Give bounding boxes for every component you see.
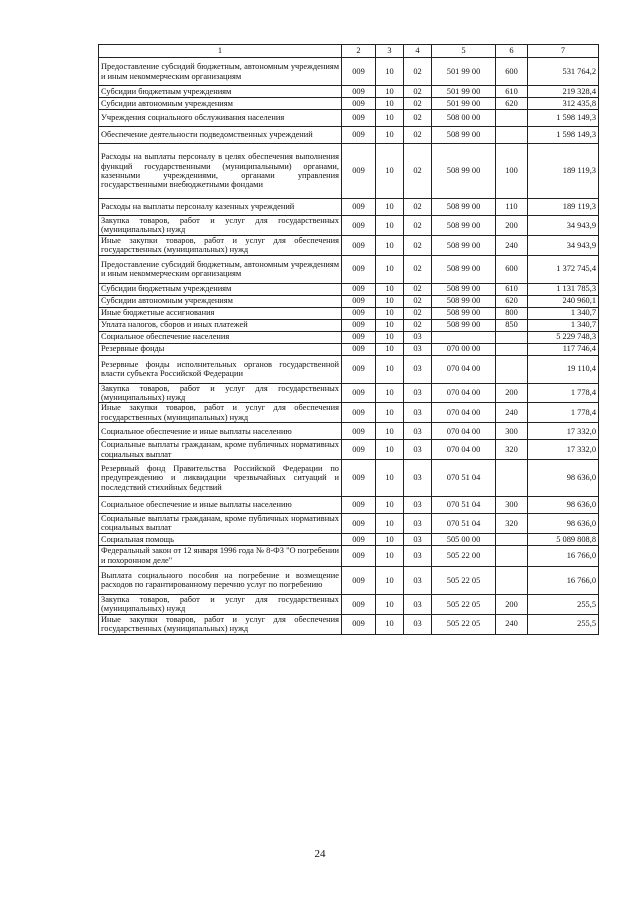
code-target: 070 04 00 bbox=[432, 440, 496, 460]
code-ministry: 009 bbox=[342, 423, 376, 440]
code-target: 505 22 05 bbox=[432, 614, 496, 634]
code-subsection: 02 bbox=[404, 98, 432, 110]
table-row bbox=[99, 283, 599, 295]
code-target: 070 04 00 bbox=[432, 403, 496, 423]
code-ministry: 009 bbox=[342, 497, 376, 514]
code-ministry: 009 bbox=[342, 98, 376, 110]
code-expense-type bbox=[496, 545, 528, 566]
code-section: 10 bbox=[376, 295, 404, 307]
code-ministry: 009 bbox=[342, 383, 376, 403]
amount: 240 960,1 bbox=[528, 295, 599, 307]
code-ministry: 009 bbox=[342, 331, 376, 343]
table-row bbox=[99, 307, 599, 319]
code-target: 070 04 00 bbox=[432, 423, 496, 440]
table-row bbox=[99, 460, 599, 497]
code-section: 10 bbox=[376, 98, 404, 110]
code-ministry: 009 bbox=[342, 127, 376, 144]
table-row bbox=[99, 295, 599, 307]
code-ministry: 009 bbox=[342, 235, 376, 255]
table-row bbox=[99, 98, 599, 110]
code-section: 10 bbox=[376, 343, 404, 355]
code-subsection: 03 bbox=[404, 423, 432, 440]
code-expense-type: 850 bbox=[496, 319, 528, 331]
code-section: 10 bbox=[376, 594, 404, 614]
amount: 34 943,9 bbox=[528, 235, 599, 255]
amount: 1 778,4 bbox=[528, 383, 599, 403]
code-subsection: 02 bbox=[404, 307, 432, 319]
table-row bbox=[99, 86, 599, 98]
code-target: 508 99 00 bbox=[432, 255, 496, 283]
code-subsection: 03 bbox=[404, 514, 432, 534]
column-header: 1 bbox=[99, 45, 342, 58]
code-section: 10 bbox=[376, 460, 404, 497]
code-expense-type: 620 bbox=[496, 98, 528, 110]
code-expense-type: 620 bbox=[496, 295, 528, 307]
code-section: 10 bbox=[376, 497, 404, 514]
table-header-row bbox=[99, 45, 599, 58]
code-subsection: 02 bbox=[404, 283, 432, 295]
amount: 1 131 785,3 bbox=[528, 283, 599, 295]
code-expense-type: 320 bbox=[496, 440, 528, 460]
code-section: 10 bbox=[376, 331, 404, 343]
code-expense-type: 200 bbox=[496, 383, 528, 403]
code-target: 508 99 00 bbox=[432, 283, 496, 295]
row-label: Предоставление субсидий бюджетным, автономным учреждениям и иным некоммерческим организациям bbox=[99, 58, 342, 86]
code-expense-type: 300 bbox=[496, 423, 528, 440]
code-ministry: 009 bbox=[342, 216, 376, 236]
code-subsection: 03 bbox=[404, 545, 432, 566]
code-section: 10 bbox=[376, 423, 404, 440]
code-ministry: 009 bbox=[342, 199, 376, 216]
column-header: 2 bbox=[342, 45, 376, 58]
code-section: 10 bbox=[376, 319, 404, 331]
amount: 1 372 745,4 bbox=[528, 255, 599, 283]
column-header: 5 bbox=[432, 45, 496, 58]
table-row bbox=[99, 566, 599, 594]
table-body bbox=[99, 58, 599, 635]
code-expense-type bbox=[496, 460, 528, 497]
table-row bbox=[99, 497, 599, 514]
amount: 1 598 149,3 bbox=[528, 110, 599, 127]
code-target: 501 99 00 bbox=[432, 98, 496, 110]
code-section: 10 bbox=[376, 144, 404, 199]
code-section: 10 bbox=[376, 283, 404, 295]
code-expense-type bbox=[496, 533, 528, 545]
code-ministry: 009 bbox=[342, 355, 376, 383]
code-target: 505 22 05 bbox=[432, 594, 496, 614]
amount: 1 340,7 bbox=[528, 319, 599, 331]
code-subsection: 02 bbox=[404, 144, 432, 199]
code-subsection: 02 bbox=[404, 216, 432, 236]
amount: 5 229 748,3 bbox=[528, 331, 599, 343]
code-expense-type: 300 bbox=[496, 497, 528, 514]
code-subsection: 03 bbox=[404, 440, 432, 460]
code-ministry: 009 bbox=[342, 255, 376, 283]
code-subsection: 02 bbox=[404, 235, 432, 255]
code-section: 10 bbox=[376, 403, 404, 423]
table-row bbox=[99, 423, 599, 440]
amount: 16 766,0 bbox=[528, 566, 599, 594]
code-target: 505 22 05 bbox=[432, 566, 496, 594]
table-row bbox=[99, 58, 599, 86]
table-row bbox=[99, 235, 599, 255]
amount: 34 943,9 bbox=[528, 216, 599, 236]
code-expense-type: 110 bbox=[496, 199, 528, 216]
code-target: 070 04 00 bbox=[432, 355, 496, 383]
code-section: 10 bbox=[376, 355, 404, 383]
amount: 17 332,0 bbox=[528, 423, 599, 440]
code-ministry: 009 bbox=[342, 566, 376, 594]
code-target: 070 51 04 bbox=[432, 497, 496, 514]
row-label: Социальные выплаты гражданам, кроме публичных нормативных социальных выплат bbox=[99, 440, 342, 460]
table-row bbox=[99, 343, 599, 355]
code-expense-type bbox=[496, 110, 528, 127]
row-label: Иные бюджетные ассигнования bbox=[99, 307, 342, 319]
row-label: Социальное обеспечение и иные выплаты населению bbox=[99, 423, 342, 440]
code-expense-type: 240 bbox=[496, 614, 528, 634]
code-section: 10 bbox=[376, 127, 404, 144]
code-subsection: 02 bbox=[404, 127, 432, 144]
code-section: 10 bbox=[376, 58, 404, 86]
table-row bbox=[99, 127, 599, 144]
code-target: 508 00 00 bbox=[432, 110, 496, 127]
code-ministry: 009 bbox=[342, 460, 376, 497]
code-ministry: 009 bbox=[342, 533, 376, 545]
table-row bbox=[99, 614, 599, 634]
column-header: 6 bbox=[496, 45, 528, 58]
code-target: 508 99 00 bbox=[432, 127, 496, 144]
row-label: Расходы на выплаты персоналу в целях обеспечения выполнения функций государственными (муниципальными) органами, казенными учреждениями, органами управления государственными внебюджетными фондами bbox=[99, 144, 342, 199]
table-row bbox=[99, 110, 599, 127]
amount: 98 636,0 bbox=[528, 514, 599, 534]
code-expense-type: 610 bbox=[496, 283, 528, 295]
code-expense-type bbox=[496, 127, 528, 144]
code-target: 508 99 00 bbox=[432, 216, 496, 236]
amount: 189 119,3 bbox=[528, 199, 599, 216]
row-label: Социальное обеспечение населения bbox=[99, 331, 342, 343]
code-expense-type bbox=[496, 331, 528, 343]
code-ministry: 009 bbox=[342, 545, 376, 566]
code-ministry: 009 bbox=[342, 343, 376, 355]
code-expense-type: 600 bbox=[496, 255, 528, 283]
code-subsection: 03 bbox=[404, 533, 432, 545]
row-label: Уплата налогов, сборов и иных платежей bbox=[99, 319, 342, 331]
code-target: 508 99 00 bbox=[432, 295, 496, 307]
code-target: 501 99 00 bbox=[432, 58, 496, 86]
table-row bbox=[99, 319, 599, 331]
code-expense-type: 200 bbox=[496, 594, 528, 614]
code-expense-type bbox=[496, 355, 528, 383]
table-row bbox=[99, 594, 599, 614]
code-ministry: 009 bbox=[342, 614, 376, 634]
row-label: Социальная помощь bbox=[99, 533, 342, 545]
code-target: 070 00 00 bbox=[432, 343, 496, 355]
amount: 255,5 bbox=[528, 594, 599, 614]
row-label: Субсидии автономным учреждениям bbox=[99, 295, 342, 307]
amount: 219 328,4 bbox=[528, 86, 599, 98]
code-section: 10 bbox=[376, 440, 404, 460]
code-subsection: 02 bbox=[404, 295, 432, 307]
amount: 98 636,0 bbox=[528, 460, 599, 497]
code-target: 508 99 00 bbox=[432, 144, 496, 199]
code-subsection: 03 bbox=[404, 594, 432, 614]
code-ministry: 009 bbox=[342, 86, 376, 98]
code-target: 070 51 04 bbox=[432, 514, 496, 534]
code-subsection: 03 bbox=[404, 403, 432, 423]
code-subsection: 03 bbox=[404, 383, 432, 403]
code-target: 508 99 00 bbox=[432, 307, 496, 319]
code-section: 10 bbox=[376, 545, 404, 566]
table-row bbox=[99, 533, 599, 545]
code-subsection: 02 bbox=[404, 58, 432, 86]
code-section: 10 bbox=[376, 307, 404, 319]
code-section: 10 bbox=[376, 216, 404, 236]
code-expense-type: 320 bbox=[496, 514, 528, 534]
table-row bbox=[99, 545, 599, 566]
row-label: Выплата социального пособия на погребение и возмещение расходов по гарантированному перечню услуг по погребению bbox=[99, 566, 342, 594]
amount: 16 766,0 bbox=[528, 545, 599, 566]
code-subsection: 02 bbox=[404, 319, 432, 331]
code-target: 501 99 00 bbox=[432, 86, 496, 98]
code-subsection: 03 bbox=[404, 497, 432, 514]
code-subsection: 02 bbox=[404, 199, 432, 216]
code-ministry: 009 bbox=[342, 283, 376, 295]
amount: 1 778,4 bbox=[528, 403, 599, 423]
amount: 189 119,3 bbox=[528, 144, 599, 199]
row-label: Резервный фонд Правительства Российской Федерации по предупреждению и ликвидации чрезвычайных ситуаций и последствий стихийных бедствий bbox=[99, 460, 342, 497]
code-ministry: 009 bbox=[342, 58, 376, 86]
amount: 1 340,7 bbox=[528, 307, 599, 319]
row-label: Расходы на выплаты персоналу казенных учреждений bbox=[99, 199, 342, 216]
code-expense-type: 240 bbox=[496, 403, 528, 423]
row-label: Закупка товаров, работ и услуг для государственных (муниципальных) нужд bbox=[99, 383, 342, 403]
table-row bbox=[99, 216, 599, 236]
row-label: Резервные фонды исполнительных органов государственной власти субъекта Российской Федерации bbox=[99, 355, 342, 383]
code-ministry: 009 bbox=[342, 144, 376, 199]
row-label: Субсидии бюджетным учреждениям bbox=[99, 283, 342, 295]
table-row bbox=[99, 199, 599, 216]
row-label: Учреждения социального обслуживания населения bbox=[99, 110, 342, 127]
code-target: 508 99 00 bbox=[432, 199, 496, 216]
row-label: Федеральный закон от 12 января 1996 года № 8-ФЗ "О погребении и похоронном деле" bbox=[99, 545, 342, 566]
code-ministry: 009 bbox=[342, 295, 376, 307]
code-ministry: 009 bbox=[342, 594, 376, 614]
amount: 117 746,4 bbox=[528, 343, 599, 355]
code-section: 10 bbox=[376, 533, 404, 545]
code-target: 508 99 00 bbox=[432, 235, 496, 255]
code-ministry: 009 bbox=[342, 319, 376, 331]
row-label: Иные закупки товаров, работ и услуг для обеспечения государственных (муниципальных) нужд bbox=[99, 235, 342, 255]
code-subsection: 02 bbox=[404, 255, 432, 283]
amount: 312 435,8 bbox=[528, 98, 599, 110]
code-target bbox=[432, 331, 496, 343]
code-ministry: 009 bbox=[342, 403, 376, 423]
table-row bbox=[99, 144, 599, 199]
row-label: Закупка товаров, работ и услуг для государственных (муниципальных) нужд bbox=[99, 216, 342, 236]
code-expense-type bbox=[496, 566, 528, 594]
code-section: 10 bbox=[376, 383, 404, 403]
column-header: 7 bbox=[528, 45, 599, 58]
amount: 19 110,4 bbox=[528, 355, 599, 383]
code-target: 505 00 00 bbox=[432, 533, 496, 545]
code-expense-type: 100 bbox=[496, 144, 528, 199]
code-section: 10 bbox=[376, 199, 404, 216]
row-label: Субсидии автономным учреждениям bbox=[99, 98, 342, 110]
table-row bbox=[99, 440, 599, 460]
column-header: 4 bbox=[404, 45, 432, 58]
row-label: Иные закупки товаров, работ и услуг для обеспечения государственных (муниципальных) нужд bbox=[99, 614, 342, 634]
code-expense-type: 610 bbox=[496, 86, 528, 98]
code-section: 10 bbox=[376, 255, 404, 283]
column-header: 3 bbox=[376, 45, 404, 58]
code-expense-type bbox=[496, 343, 528, 355]
code-ministry: 009 bbox=[342, 307, 376, 319]
table-row bbox=[99, 355, 599, 383]
table-row bbox=[99, 331, 599, 343]
code-expense-type: 240 bbox=[496, 235, 528, 255]
code-target: 505 22 00 bbox=[432, 545, 496, 566]
code-expense-type: 600 bbox=[496, 58, 528, 86]
row-label: Субсидии бюджетным учреждениям bbox=[99, 86, 342, 98]
code-target: 070 51 04 bbox=[432, 460, 496, 497]
code-section: 10 bbox=[376, 235, 404, 255]
table-row bbox=[99, 255, 599, 283]
amount: 255,5 bbox=[528, 614, 599, 634]
code-section: 10 bbox=[376, 614, 404, 634]
code-ministry: 009 bbox=[342, 514, 376, 534]
amount: 531 764,2 bbox=[528, 58, 599, 86]
row-label: Обеспечение деятельности подведомственных учреждений bbox=[99, 127, 342, 144]
code-subsection: 03 bbox=[404, 343, 432, 355]
amount: 98 636,0 bbox=[528, 497, 599, 514]
row-label: Иные закупки товаров, работ и услуг для обеспечения государственных (муниципальных) нужд bbox=[99, 403, 342, 423]
row-label: Социальное обеспечение и иные выплаты населению bbox=[99, 497, 342, 514]
table-row bbox=[99, 383, 599, 403]
row-label: Закупка товаров, работ и услуг для государственных (муниципальных) нужд bbox=[99, 594, 342, 614]
budget-table bbox=[98, 44, 599, 635]
code-target: 070 04 00 bbox=[432, 383, 496, 403]
code-section: 10 bbox=[376, 86, 404, 98]
code-expense-type: 800 bbox=[496, 307, 528, 319]
code-subsection: 03 bbox=[404, 355, 432, 383]
code-subsection: 03 bbox=[404, 614, 432, 634]
amount: 5 089 808,8 bbox=[528, 533, 599, 545]
code-subsection: 03 bbox=[404, 460, 432, 497]
code-subsection: 02 bbox=[404, 110, 432, 127]
code-target: 508 99 00 bbox=[432, 319, 496, 331]
amount: 17 332,0 bbox=[528, 440, 599, 460]
table-row bbox=[99, 514, 599, 534]
code-subsection: 03 bbox=[404, 566, 432, 594]
code-section: 10 bbox=[376, 110, 404, 127]
code-subsection: 03 bbox=[404, 331, 432, 343]
code-ministry: 009 bbox=[342, 440, 376, 460]
code-section: 10 bbox=[376, 566, 404, 594]
page-number: 24 bbox=[314, 848, 326, 860]
table-row bbox=[99, 403, 599, 423]
code-ministry: 009 bbox=[342, 110, 376, 127]
row-label: Резервные фонды bbox=[99, 343, 342, 355]
code-expense-type: 200 bbox=[496, 216, 528, 236]
row-label: Предоставление субсидий бюджетным, автономным учреждениям и иным некоммерческим организациям bbox=[99, 255, 342, 283]
amount: 1 598 149,3 bbox=[528, 127, 599, 144]
row-label: Социальные выплаты гражданам, кроме публичных нормативных социальных выплат bbox=[99, 514, 342, 534]
code-subsection: 02 bbox=[404, 86, 432, 98]
code-section: 10 bbox=[376, 514, 404, 534]
